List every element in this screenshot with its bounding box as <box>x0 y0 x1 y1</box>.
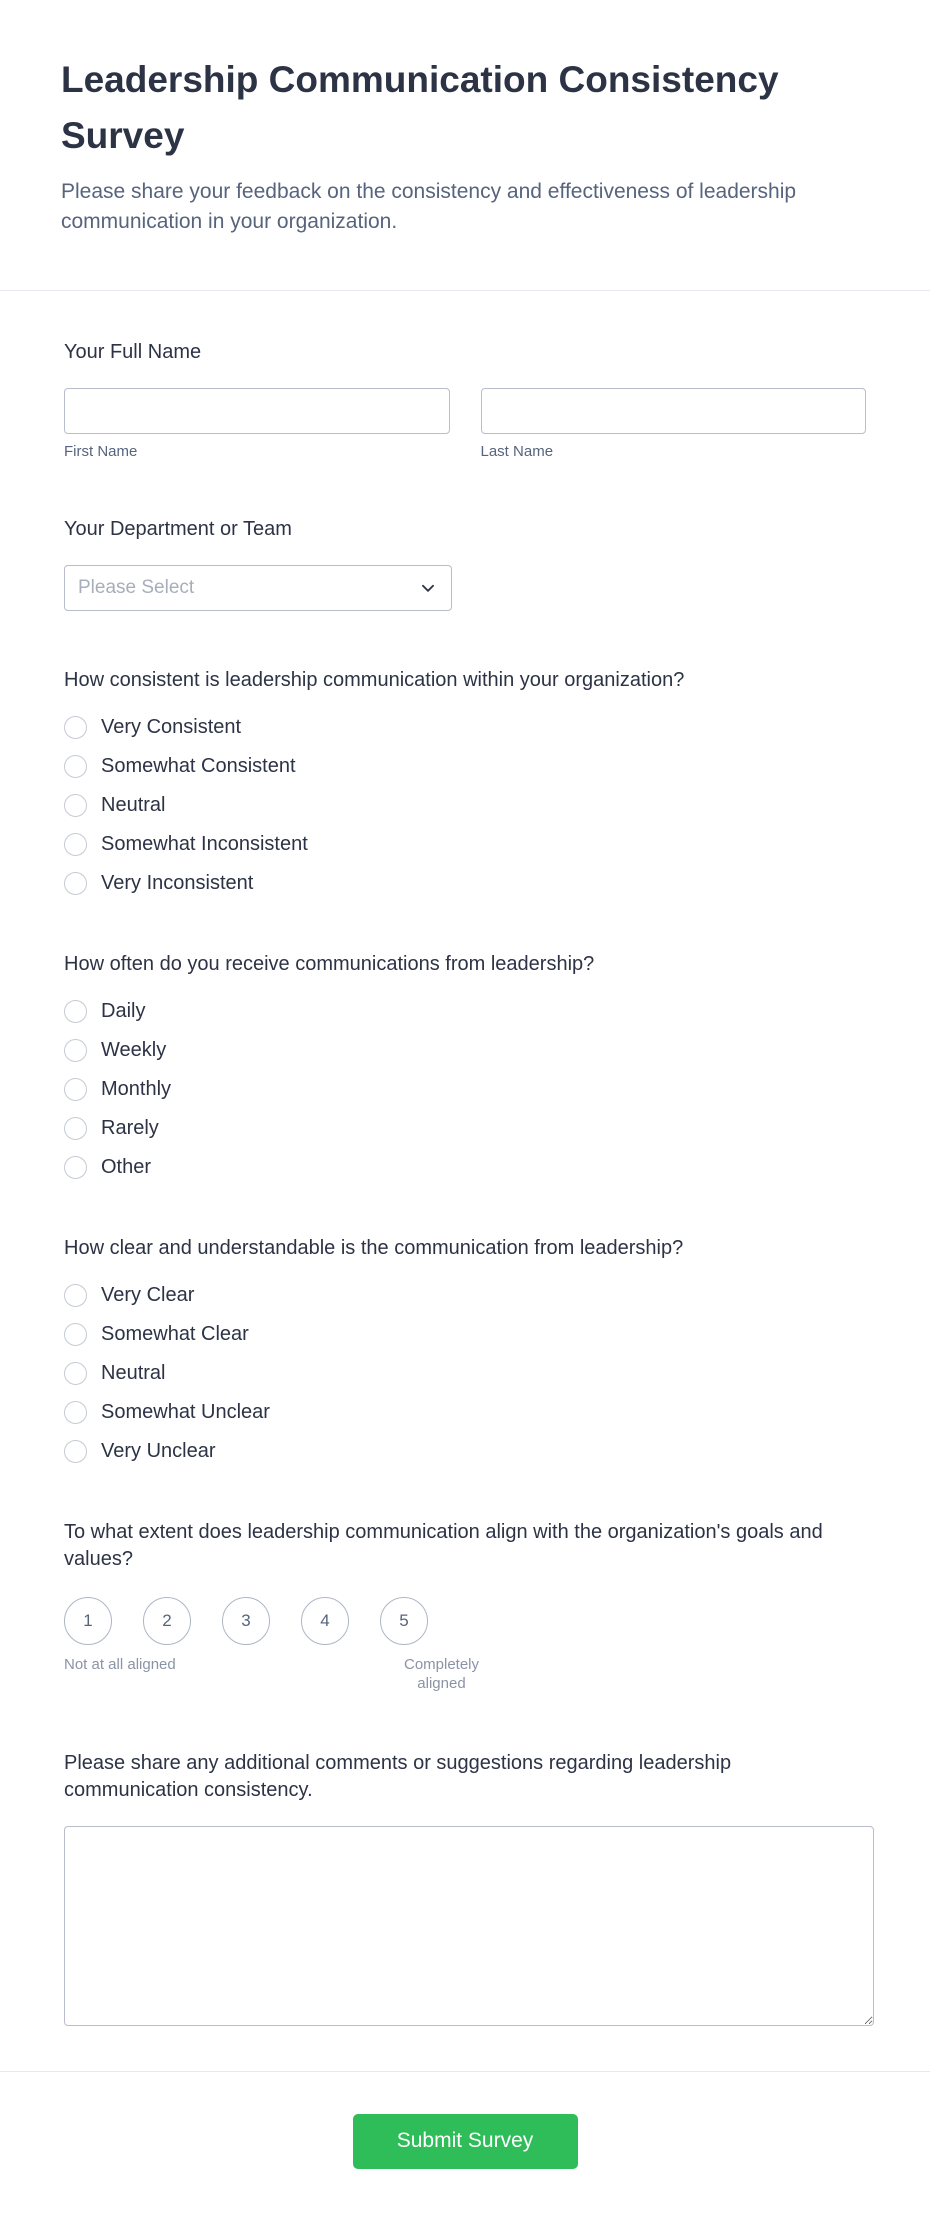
question-label: To what extent does leadership communication align with the organization's goals and values? <box>64 1520 823 1570</box>
scale-option-3[interactable]: 3 <box>222 1597 270 1645</box>
radio-button[interactable] <box>64 794 87 817</box>
form-footer <box>0 2072 930 2224</box>
first-name-input[interactable] <box>64 388 450 434</box>
radio-option-label[interactable]: Weekly <box>101 1038 167 1061</box>
radio-option-label[interactable]: Neutral <box>101 793 166 816</box>
radio-option[interactable] <box>64 794 866 817</box>
name-inputs-row <box>64 388 866 460</box>
first-name-col <box>64 388 450 460</box>
radio-group-clarity <box>64 1284 866 1463</box>
last-name-col <box>481 388 867 460</box>
radio-group-consistency <box>64 716 866 895</box>
field-alignment-scale <box>64 1519 866 1694</box>
radio-option-label[interactable]: Neutral <box>101 1361 166 1384</box>
scale-option-4[interactable]: 4 <box>301 1597 349 1645</box>
last-name-sublabel: Last Name <box>480 442 554 460</box>
scale-right-label: Completely aligned <box>403 1655 480 1693</box>
department-select-placeholder: Please Select <box>78 576 195 598</box>
radio-option-label[interactable]: Very Clear <box>101 1283 195 1306</box>
field-full-name <box>64 339 866 460</box>
radio-option-label[interactable]: Somewhat Consistent <box>101 754 296 777</box>
scale-option-1[interactable]: 1 <box>64 1597 112 1645</box>
field-department <box>64 516 866 611</box>
radio-button[interactable] <box>64 1000 87 1023</box>
full-name-label: Your Full Name <box>64 340 202 363</box>
radio-option-label[interactable]: Very Inconsistent <box>101 871 254 894</box>
radio-button[interactable] <box>64 716 87 739</box>
question-label: How consistent is leadership communication within your organization? <box>64 668 685 691</box>
radio-group-frequency <box>64 1000 866 1179</box>
comments-label: Please share any additional comments or suggestions regarding leadership communication consistency. <box>64 1751 732 1801</box>
radio-option-label[interactable]: Somewhat Unclear <box>101 1400 270 1423</box>
field-comments <box>64 1750 866 2031</box>
radio-button[interactable] <box>64 1156 87 1179</box>
radio-option[interactable] <box>64 1401 866 1424</box>
submit-button[interactable]: Submit Survey <box>353 2114 578 2169</box>
radio-button[interactable] <box>64 755 87 778</box>
radio-option[interactable] <box>64 1284 866 1307</box>
radio-button[interactable] <box>64 1323 87 1346</box>
radio-option[interactable] <box>64 1323 866 1346</box>
radio-option-label[interactable]: Somewhat Inconsistent <box>101 832 308 855</box>
radio-button[interactable] <box>64 1039 87 1062</box>
radio-option[interactable] <box>64 1362 866 1385</box>
chevron-down-icon <box>419 579 437 597</box>
radio-option[interactable] <box>64 1440 866 1463</box>
form-description: Please share your feedback on the consistency and effectiveness of leadership communication in your organization. <box>61 180 797 234</box>
radio-button[interactable] <box>64 872 87 895</box>
question-label: How clear and understandable is the communication from leadership? <box>64 1236 684 1259</box>
field-frequency-question <box>64 951 866 1179</box>
scale-left-label: Not at all aligned <box>64 1655 176 1673</box>
radio-option[interactable] <box>64 833 866 856</box>
radio-option-label[interactable]: Daily <box>101 999 146 1022</box>
radio-option[interactable] <box>64 1117 866 1140</box>
form-header <box>0 0 930 290</box>
field-clarity-question <box>64 1235 866 1463</box>
radio-option[interactable] <box>64 1156 866 1179</box>
first-name-sublabel: First Name <box>64 442 138 460</box>
last-name-input[interactable] <box>481 388 867 434</box>
radio-button[interactable] <box>64 1362 87 1385</box>
scale-row <box>64 1597 866 1645</box>
scale-labels <box>64 1655 489 1694</box>
scale-option-5[interactable]: 5 <box>380 1597 428 1645</box>
radio-button[interactable] <box>64 1401 87 1424</box>
department-label: Your Department or Team <box>64 517 292 540</box>
radio-button[interactable] <box>64 1078 87 1101</box>
radio-option-label[interactable]: Monthly <box>101 1077 172 1100</box>
page-title: Leadership Communication Consistency Survey <box>61 59 779 156</box>
radio-button[interactable] <box>64 1117 87 1140</box>
radio-button[interactable] <box>64 1440 87 1463</box>
radio-option-label[interactable]: Rarely <box>101 1116 159 1139</box>
question-label: How often do you receive communications from leadership? <box>64 952 595 975</box>
scale-option-2[interactable]: 2 <box>143 1597 191 1645</box>
radio-option-label[interactable]: Very Consistent <box>101 715 242 738</box>
comments-textarea[interactable] <box>64 1826 874 2026</box>
form-body <box>0 291 930 2071</box>
radio-option[interactable] <box>64 1039 866 1062</box>
radio-button[interactable] <box>64 833 87 856</box>
radio-option-label[interactable]: Other <box>101 1155 152 1178</box>
department-select[interactable] <box>64 565 452 611</box>
radio-option[interactable] <box>64 1000 866 1023</box>
radio-option[interactable] <box>64 872 866 895</box>
field-consistency-question <box>64 667 866 895</box>
radio-option-label[interactable]: Very Unclear <box>101 1439 216 1462</box>
radio-option[interactable] <box>64 716 866 739</box>
radio-option[interactable] <box>64 755 866 778</box>
radio-option-label[interactable]: Somewhat Clear <box>101 1322 249 1345</box>
radio-option[interactable] <box>64 1078 866 1101</box>
radio-button[interactable] <box>64 1284 87 1307</box>
